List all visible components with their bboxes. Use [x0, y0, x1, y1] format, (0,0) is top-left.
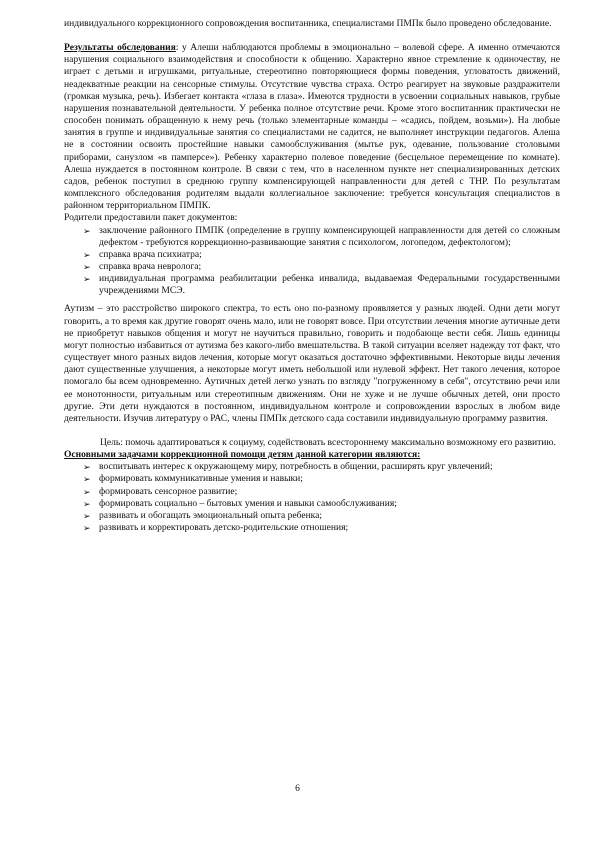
bullet-arrow-icon: ➢: [83, 486, 91, 497]
page-number: 6: [295, 784, 300, 794]
bullet-arrow-icon: ➢: [83, 274, 91, 285]
list-item: ➢ развивать и обогащать эмоциональный опыта ребенка;: [83, 509, 323, 521]
bullet-arrow-icon: ➢: [83, 474, 91, 485]
bullet-arrow-icon: ➢: [83, 249, 91, 260]
bullet-arrow-icon: ➢: [83, 261, 91, 272]
tasks-heading: Основными задачами коррекционной помощи детям данной категории являются:: [64, 449, 421, 461]
bullet-arrow-icon: ➢: [83, 225, 91, 236]
results-text: : у Алеши наблюдаются проблемы в эмоционально – волевой сфере. А именно отмечаются нарушения социального взаимодействия и способности к общению. Характерно явное стремление к одиночеству, не играет с детьми и игрушками, ритуальные, стереотипно повторяющиеся формы поведения, угловатость движений, неадекватные реакции на сенсорные стимулы. Отсутствие чувства страха. Остро реагирует на звуковые раздражители (громкая музыка, речь). Избегает контакта «глаза в глаза». Имеются трудности в усвоении социальных навыков, грубые нарушения познавательной деятельности. У ребенка полное отсутствие речи. Кроме этого воспитанник практически не способен понимать обращенную к нему речь (только элементарные команды – «садись, пойдем, возьми»). На любые занятия в группе и индивидуальные занятия со специалистами не садится, не выполняет инструкции педагогов. Алеша не в состоянии освоить простейшие навыки самообслуживания (мытье рук, одевание, пользование столовыми приборами, санузлом «в памперсе»). Ребенку характерно полевое поведение (бесцельное перемещение по комнате). Алеша нуждается в постоянном контроле. В связи с тем, что в населенном пункте нет специализированных детских садов, ребенок поступил в среднюю группу компенсирующей направленности для детей с ТНР. По результатам комплексного обследования родителям выдали коллегиальное заключение: требуется консультация специалистов в районном территориальном ПМПК.: [64, 42, 561, 212]
bullet-arrow-icon: ➢: [83, 462, 91, 473]
bullet-arrow-icon: ➢: [83, 523, 91, 534]
list-item: ➢ формировать социально – бытовых умения и навыки самообслуживания;: [83, 497, 397, 509]
list-item: ➢ воспитывать интерес к окружающему миру, потребность в общении, расширять круг увлечений;: [83, 461, 493, 473]
list-item: ➢ заключение районного ПМПК (определение в группу компенсирующей направленности для детей со сложным дефектом - требуются коррекционно-развивающие занятия с психологом, логопедом, дефектологом);: [83, 224, 560, 248]
list-item: ➢ формировать коммуникативные умения и навыки;: [83, 473, 303, 485]
bullet-arrow-icon: ➢: [83, 510, 91, 521]
list-item: ➢ формировать сенсорное развитие;: [83, 485, 238, 497]
list-item: ➢ индивидуальная программа реабилитации ребенка инвалида, выдаваемая Федеральными государственными учреждениями МСЭ.: [83, 273, 560, 297]
list-item: ➢ развивать и корректировать детско-родительские отношения;: [83, 522, 349, 534]
documents-heading: Родители предоставили пакет документов:: [64, 212, 238, 224]
bullet-arrow-icon: ➢: [83, 498, 91, 509]
tasks-list: [64, 461, 560, 534]
documents-list: [64, 225, 560, 298]
intro-paragraph: индивидуального коррекционного сопровождения воспитанника, специалистами ПМПк было проведено обследование.: [64, 18, 552, 29]
list-item: ➢ справка врача невролога;: [83, 260, 202, 272]
autism-paragraph: Аутизм – это расстройство широкого спектра, то есть оно по-разному проявляется у разных людей. Одни дети могут говорить, а то время как другие говорят очень мало, или не говорят вовсе. При отсутствии лечения многие аутичные дети не приобретут навыков общения и могут не научиться правильно, говорить и подобающе вести себя. Лишь единицы могут полностью избавиться от аутизма без какого-либо вмешательства. В такой ситуации вселяет надежду тот факт, что существует много разных видов лечения, которые могут оказаться достаточно эффективными. Некоторые виды лечения дают существенные улучшения, а некоторые могут иметь небольшой или нулевой эффект. Нет такого лечения, которое помогало бы всем одновременно. Аутичных детей легко узнать по взгляду "погруженному в себя", отсутствию речи или ее монотонности, ритуальным или стереотипным движениям. Они не хуже и не лучше обычных детей, они просто другие. Эти дети нуждаются в постоянном, индивидуальном контроле и сопровождении взрослых в любом виде деятельности. Изучив литературу о РАС, члены ПМПк детского сада составили индивидуальную программу развития.: [64, 303, 560, 424]
document-page: [64, 18, 560, 534]
list-item: ➢ справка врача психиатра;: [83, 248, 202, 260]
results-lead: Результаты обследования: [64, 42, 176, 54]
goal-paragraph: Цель: помочь адаптироваться к социуму, содействовать всестороннему максимально возможному его развитию.: [100, 437, 556, 448]
results-paragraph: [64, 42, 560, 212]
